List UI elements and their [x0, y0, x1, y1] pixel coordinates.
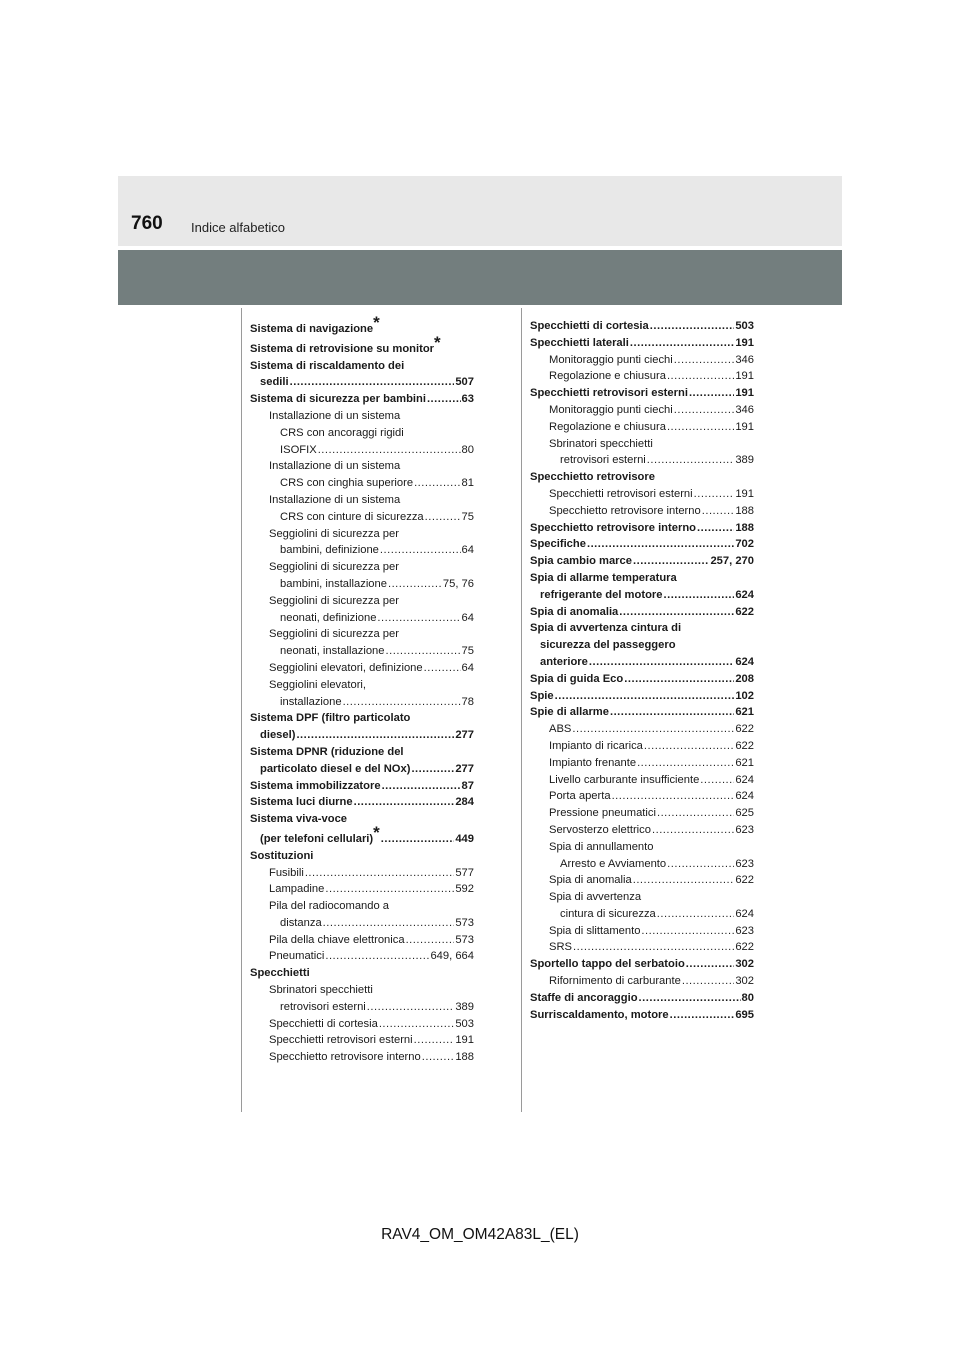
index-subentry: SRS ..... 622	[530, 939, 754, 956]
index-entry: particolato diesel e del NOx) ..... 277	[250, 761, 474, 778]
index-subentry: installazione ..... 78	[250, 694, 474, 711]
index-entry: diesel) ..... 277	[250, 727, 474, 744]
index-entry: Spie ..... 102	[530, 688, 754, 705]
index-entry: Sistema di navigazione*	[250, 313, 380, 335]
index-entry: sedili ..... 507	[250, 374, 474, 391]
index-subentry: Specchietto retrovisore interno ..... 188	[530, 503, 754, 520]
index-entry: Spie di allarme ..... 621	[530, 704, 754, 721]
index-entry: Sostituzioni	[250, 849, 314, 862]
index-subentry: Regolazione e chiusura ..... 191	[530, 368, 754, 385]
index-subentry: Seggiolini di sicurezza per	[269, 594, 399, 607]
index-subentry: Livello carburante insufficiente ..... 624	[530, 772, 754, 789]
index-subentry: bambini, definizione ..... 64	[250, 542, 474, 559]
index-entry: Specifiche ..... 702	[530, 536, 754, 553]
index-entry: Sistema di sicurezza per bambini ..... 63	[250, 391, 474, 408]
index-subentry: cintura di sicurezza ..... 624	[530, 906, 754, 923]
index-subentry: bambini, installazione ..... 75, 76	[250, 576, 474, 593]
index-column-1	[250, 313, 474, 1066]
index-subentry: Monitoraggio punti ciechi ..... 346	[530, 402, 754, 419]
index-subentry: Spia di slittamento ..... 623	[530, 923, 754, 940]
index-subentry: Seggiolini di sicurezza per	[269, 561, 399, 574]
index-subentry: Specchietti di cortesia ..... 503	[250, 1016, 474, 1033]
header-band	[118, 176, 842, 246]
index-subentry: neonati, definizione ..... 64	[250, 610, 474, 627]
index-entry: Specchietti laterali ..... 191	[530, 335, 754, 352]
index-subentry: Seggiolini di sicurezza per	[269, 628, 399, 641]
index-subentry: Monitoraggio punti ciechi ..... 346	[530, 352, 754, 369]
index-entry: Sistema DPNR (riduzione del	[250, 745, 404, 758]
index-entry: Spia di guida Eco ..... 208	[530, 671, 754, 688]
index-subentry: Pressione pneumatici ..... 625	[530, 805, 754, 822]
index-subentry: distanza ..... 573	[250, 915, 474, 932]
index-entry: Sistema viva-voce	[250, 813, 348, 826]
index-subentry: Installazione di un sistema	[269, 493, 401, 506]
index-subentry: Sbrinatori specchietti	[269, 984, 373, 997]
index-entry: Specchietto retrovisore	[530, 471, 655, 484]
index-subentry: Installazione di un sistema	[269, 460, 401, 473]
index-entry: Sistema luci diurne ..... 284	[250, 794, 474, 811]
index-entry: (per telefoni cellulari)* ..... 449	[250, 828, 474, 848]
index-subentry: Seggiolini di sicurezza per	[269, 527, 399, 540]
document-code: RAV4_OM_OM42A83L_(EL)	[381, 1226, 579, 1243]
index-subentry: Arresto e Avviamento ..... 623	[530, 856, 754, 873]
index-subentry: Rifornimento di carburante ..... 302	[530, 973, 754, 990]
index-subentry: Fusibili ..... 577	[250, 865, 474, 882]
column-rule-left	[241, 308, 242, 1112]
index-subentry: retrovisori esterni ..... 389	[530, 452, 754, 469]
index-subentry: Pneumatici ..... 649, 664	[250, 948, 474, 965]
index-entry: Specchietti retrovisori esterni ..... 191	[530, 385, 754, 402]
index-subentry: CRS con ancoraggi rigidi	[280, 426, 404, 439]
page-number: 760	[131, 213, 163, 234]
index-subentry: Impianto frenante ..... 621	[530, 755, 754, 772]
index-subentry: ABS ..... 622	[530, 721, 754, 738]
index-entry: Spia di avvertenza cintura di	[530, 622, 682, 635]
index-subentry: Porta aperta ..... 624	[530, 788, 754, 805]
column-rule-right	[521, 308, 522, 1112]
index-subentry: CRS con cinghia superiore ..... 81	[250, 475, 474, 492]
index-subentry: Seggiolini elevatori,	[269, 678, 367, 691]
index-entry: Sistema di retrovisione su monitor*	[250, 332, 441, 355]
index-subentry: Spia di avvertenza	[549, 891, 642, 904]
section-title: Indice alfabetico	[191, 220, 285, 235]
index-entry: anteriore ..... 624	[530, 654, 754, 671]
index-entry: Staffe di ancoraggio ..... 80	[530, 990, 754, 1007]
index-entry: Sistema DPF (filtro particolato	[250, 712, 411, 725]
index-entry: Spia di anomalia ..... 622	[530, 604, 754, 621]
index-subentry: Specchietti retrovisori esterni ..... 191	[250, 1032, 474, 1049]
index-entry: Spia cambio marce ..... 257, 270	[530, 553, 754, 570]
index-subentry: Lampadine ..... 592	[250, 881, 474, 898]
index-entry: Sportello tappo del serbatoio ..... 302	[530, 956, 754, 973]
index-subentry: Spia di annullamento	[549, 840, 654, 853]
index-subentry: Sbrinatori specchietti	[549, 437, 653, 450]
index-entry: Surriscaldamento, motore ..... 695	[530, 1007, 754, 1024]
index-subentry: Regolazione e chiusura ..... 191	[530, 419, 754, 436]
index-subentry: CRS con cinture di sicurezza ..... 75	[250, 509, 474, 526]
index-subentry: Impianto di ricarica ..... 622	[530, 738, 754, 755]
asterisk-mark: *	[373, 313, 380, 332]
index-subentry: Pila della chiave elettronica ..... 573	[250, 932, 474, 949]
index-entry: Specchietto retrovisore interno ..... 188	[530, 520, 754, 537]
index-entry: Sistema immobilizzatore ..... 87	[250, 778, 474, 795]
index-entry: Sistema di riscaldamento dei	[250, 359, 405, 372]
index-subentry: Specchietto retrovisore interno ..... 188	[250, 1049, 474, 1066]
index-entry: sicurezza del passeggero	[540, 639, 676, 652]
index-column-2	[530, 318, 754, 1023]
index-entry: Specchietti	[250, 967, 310, 980]
index-entry: Specchietti di cortesia ..... 503	[530, 318, 754, 335]
index-subentry: Spia di anomalia ..... 622	[530, 872, 754, 889]
index-entry: refrigerante del motore ..... 624	[530, 587, 754, 604]
index-subentry: Specchietti retrovisori esterni ..... 191	[530, 486, 754, 503]
index-entry: Spia di allarme temperatura	[530, 571, 677, 584]
index-subentry: Servosterzo elettrico ..... 623	[530, 822, 754, 839]
index-subentry: Installazione di un sistema	[269, 409, 401, 422]
index-subentry: Seggiolini elevatori, definizione ..... 64	[250, 660, 474, 677]
asterisk-mark: *	[434, 332, 441, 352]
header-bar	[118, 250, 842, 305]
index-subentry: Pila del radiocomando a	[269, 900, 390, 913]
asterisk-mark: *	[373, 822, 380, 842]
index-subentry: neonati, installazione ..... 75	[250, 643, 474, 660]
index-subentry: ISOFIX ..... 80	[250, 442, 474, 459]
index-subentry: retrovisori esterni ..... 389	[250, 999, 474, 1016]
